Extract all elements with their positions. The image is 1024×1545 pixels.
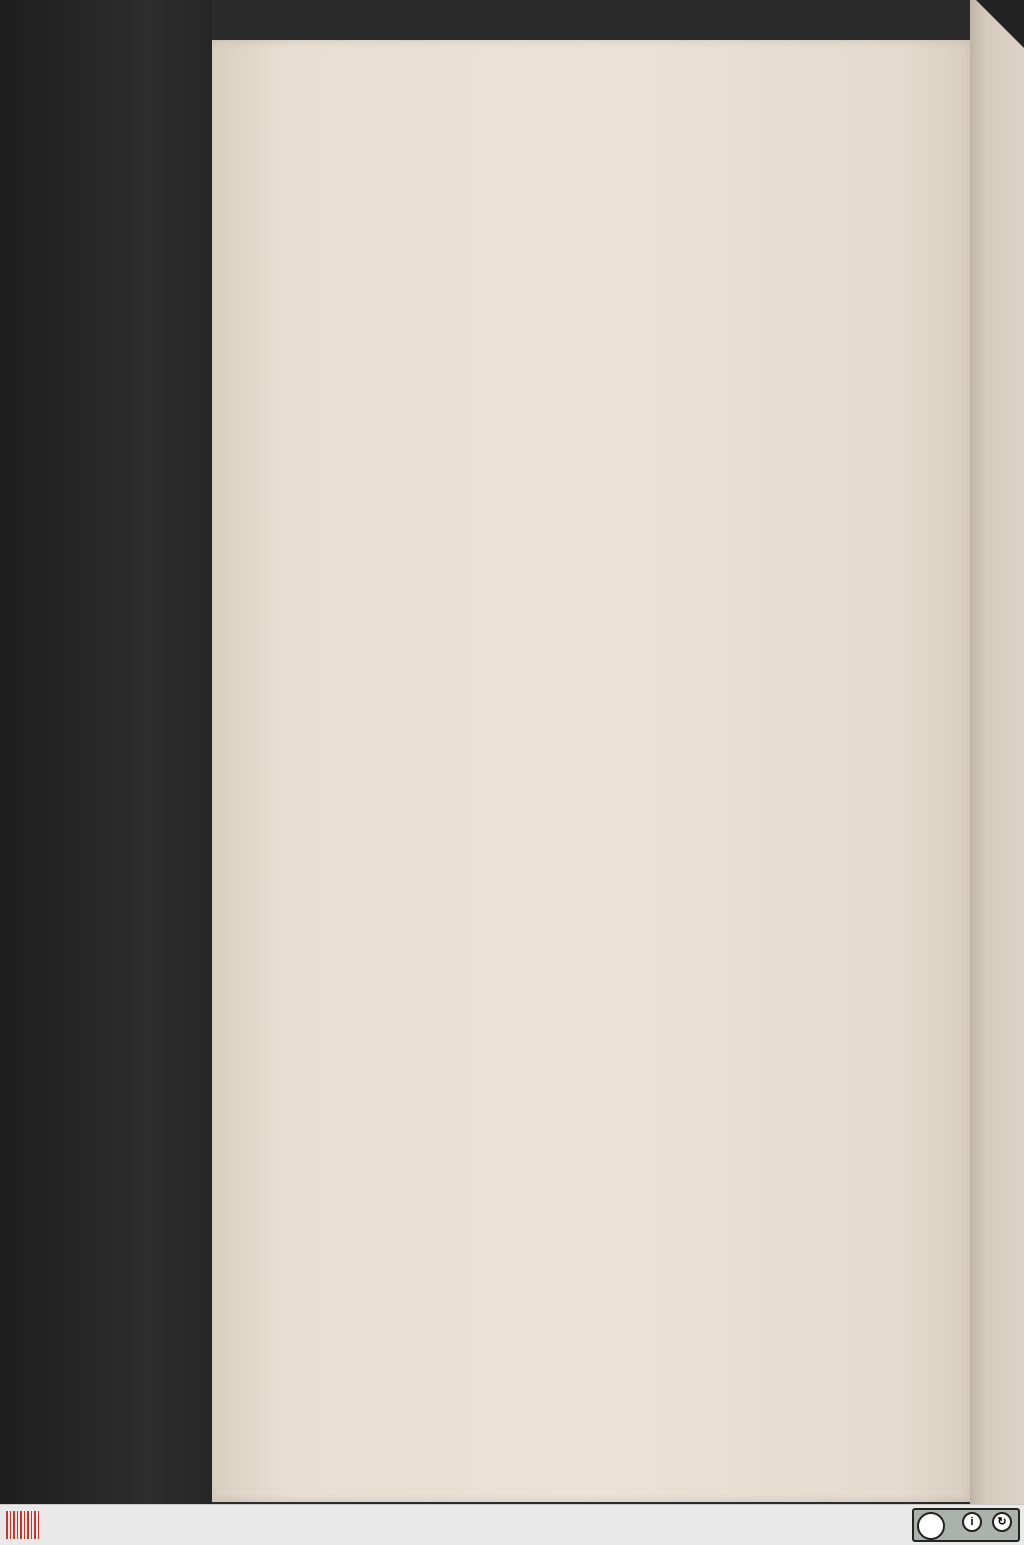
barcode-icon — [6, 1511, 40, 1539]
book-page — [212, 40, 978, 1502]
viewer-footer — [0, 1504, 1024, 1545]
cc-icon — [917, 1512, 945, 1540]
share-alike-icon: ↻ — [992, 1512, 1012, 1532]
book-board — [0, 0, 212, 1504]
person-icon: i — [962, 1512, 982, 1532]
page-corner — [976, 0, 1024, 48]
facing-page-edge — [970, 0, 1024, 1504]
cc-license-badge[interactable] — [912, 1508, 1020, 1542]
